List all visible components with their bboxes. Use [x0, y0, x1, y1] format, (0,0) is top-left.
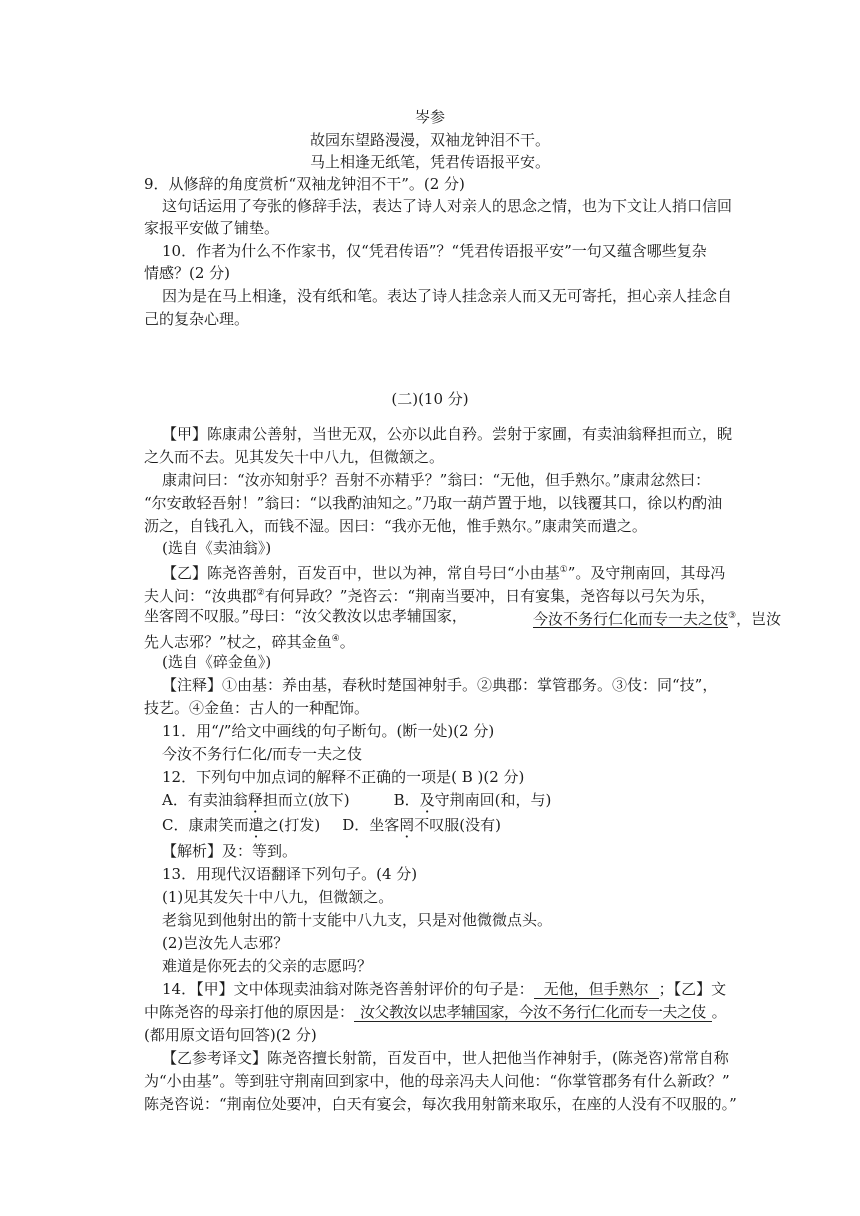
jia-line-5: 沥之，自钱孔入，而钱不湿。因曰：“我亦无他，惟手熟尔。”康肃笑而遣之。	[144, 517, 647, 535]
option-b-suffix: 守荆南回(和，与)	[434, 791, 552, 809]
yi-line-5-text: 先人志邪？”杖之，碎其金鱼	[144, 633, 332, 651]
section-2-title: (二)(10 分)	[391, 390, 469, 408]
q9-question: 9．从修辞的角度赏析“双袖龙钟泪不干”。(2 分)	[144, 175, 465, 193]
jia-line-3: 康肃问曰：“汝亦知射乎？吾射不亦精乎？”翁曰：“无他，但手熟尔。”康肃忿然曰：	[162, 471, 711, 489]
q14-answer-blank-2: 汝父教汝以忠孝辅国家，今汝不务行仁化而专一夫之伎	[354, 1003, 712, 1022]
option-b-prefix: B．	[393, 791, 420, 809]
option-d-prefix: D．坐客	[342, 816, 400, 834]
poem-line-2: 马上相逢无纸笔，凭君传语报平安。	[309, 153, 550, 171]
option-b-dotted-word: 及	[419, 791, 435, 809]
q10-answer-line-1: 因为是在马上相逢，没有纸和笔。表达了诗人挂念亲人而又无可寄托，担心亲人挂念自	[162, 287, 733, 305]
q12-analysis: 【解析】及：等到。	[162, 842, 298, 860]
yi-line-3: 坐客罔不叹服。”母曰：“汝父教汝以忠孝辅国家，	[144, 607, 467, 625]
option-d-suffix: 不叹服(没有)	[414, 816, 501, 834]
q11-answer: 今汝不务行仁化/而专一夫之伎	[162, 745, 363, 763]
q11-question: 11．用“/”给文中画线的句子断句。(断一处)(2 分)	[162, 722, 495, 740]
yi-line-2-tail: 有何异政？”尧咨云：“荆南当要冲，日有宴集，尧咨每以弓矢为乐，	[264, 587, 716, 605]
q14-line-1	[162, 978, 752, 1000]
q9-answer-line-2: 家报平安做了铺垫。	[144, 219, 280, 237]
translation-line-3: 陈尧咨说：“荆南位处要冲，白天有宴会，每次我用射箭来取乐，在座的人没有不叹服的。”	[144, 1095, 737, 1113]
option-a-prefix: A．有卖油翁	[162, 791, 248, 809]
jia-line-2: 之久而不去。见其发矢十中八九，但微颔之。	[144, 448, 445, 466]
option-c-suffix: 之(打发)	[263, 816, 321, 834]
poem-author: 岑参	[414, 108, 445, 126]
footnote-mark-1: ①	[559, 565, 568, 575]
yi-line-1-tail: ”。及守荆南回，其母冯	[567, 564, 726, 582]
translation-line-1: 【乙参考译文】陈尧咨擅长射箭，百发百中，世人把他当作神射手，(陈尧咨)常常自称	[162, 1049, 729, 1067]
footnote-mark-4: ④	[331, 634, 340, 644]
underlined-sentence-tail: ，岂汝	[736, 610, 782, 628]
q14-answer-blank-1: 无他，但手熟尔	[534, 980, 659, 999]
poem-line-1: 故园东望路漫漫，双袖龙钟泪不干。	[309, 131, 550, 149]
option-c-prefix: C．康肃笑而	[162, 816, 249, 834]
translation-line-2: 为“小由基”。等到驻守荆南回到家中，他的母亲冯夫人问他：“你掌管郡务有什么新政？”	[144, 1072, 730, 1090]
jia-line-1: 【甲】陈康肃公善射，当世无双，公亦以此自矜。尝射于家圃，有卖油翁释担而立，睨	[162, 425, 733, 443]
q12-options-cd	[162, 814, 752, 836]
yi-line-1-text: 【乙】陈尧咨善射，百发百中，世以为神，常自号曰“小由基	[162, 564, 560, 582]
yi-line-1	[162, 559, 752, 584]
q10-question-line-2: 情感？(2 分)	[144, 264, 231, 282]
q13-sentence-2: (2)岂汝先人志邪？	[162, 934, 289, 952]
q9-answer-line-1: 这句话运用了夸张的修辞手法，表达了诗人对亲人的思念之情，也为下文让人捎口信回	[162, 197, 733, 215]
q12-options-ab	[162, 789, 752, 811]
q13-sentence-1: (1)见其发矢十中八九，但微颔之。	[162, 888, 394, 906]
q14-prompt-1: 14．【甲】文中体现卖油翁对陈尧咨善射评价的句子是：	[162, 980, 534, 998]
q10-answer-line-2: 己的复杂心理。	[144, 310, 250, 328]
yi-line-5-tail: 。	[339, 633, 355, 651]
yi-line-2	[144, 582, 734, 607]
notes-line-1: 【注释】①由基：养由基，春秋时楚国神射手。②典郡：掌管郡务。③伎：同“技”，	[162, 676, 718, 694]
jia-line-4: “尔安敢轻吾射！”翁曰：“以我酌油知之。”乃取一葫芦置于地，以钱覆其口，徐以杓酌油	[144, 494, 723, 512]
yi-source: (选自《碎金鱼》)	[162, 653, 272, 671]
q14-prompt-1-tail: ；【乙】文	[658, 980, 727, 998]
footnote-mark-2: ②	[256, 588, 265, 598]
q13-answer-1: 老翁见到他射出的箭十支能中八九支，只是对他微微点头。	[162, 911, 553, 929]
underlined-sentence-text: 今汝不务行仁化而专一夫之伎	[533, 610, 729, 628]
footnote-mark-3: ③	[728, 611, 737, 621]
q14-line-2	[144, 1001, 734, 1023]
yi-line-5	[144, 628, 734, 653]
option-a-dotted-word: 释	[247, 791, 263, 809]
q14-prompt-2-tail: 。	[711, 1003, 727, 1021]
q14-line-3: (都用原文语句回答)(2 分)	[144, 1026, 317, 1044]
yi-underlined-sentence	[533, 605, 782, 630]
q10-question-line-1: 10．作者为什么不作家书，仅“凭君传语”？“凭君传语报平安”一句又蕴含哪些复杂	[162, 242, 707, 260]
option-d-dotted-word: 罔	[399, 816, 415, 834]
notes-line-2: 技艺。④金鱼：古人的一种配饰。	[144, 699, 370, 717]
option-c-dotted-word: 遣	[248, 816, 264, 834]
q13-question: 13．用现代汉语翻译下列句子。(4 分)	[162, 865, 418, 883]
q12-question: 12．下列句中加点词的解释不正确的一项是( B )(2 分)	[162, 768, 525, 786]
yi-line-2-text: 夫人问：“汝典郡	[144, 587, 257, 605]
jia-source: (选自《卖油翁》)	[162, 539, 272, 557]
q13-answer-2: 难道是你死去的父亲的志愿吗？	[162, 957, 373, 975]
option-a-suffix: 担而立(放下)	[262, 791, 350, 809]
q14-prompt-2: 中陈尧咨的母亲打他的原因是：	[144, 1003, 355, 1021]
